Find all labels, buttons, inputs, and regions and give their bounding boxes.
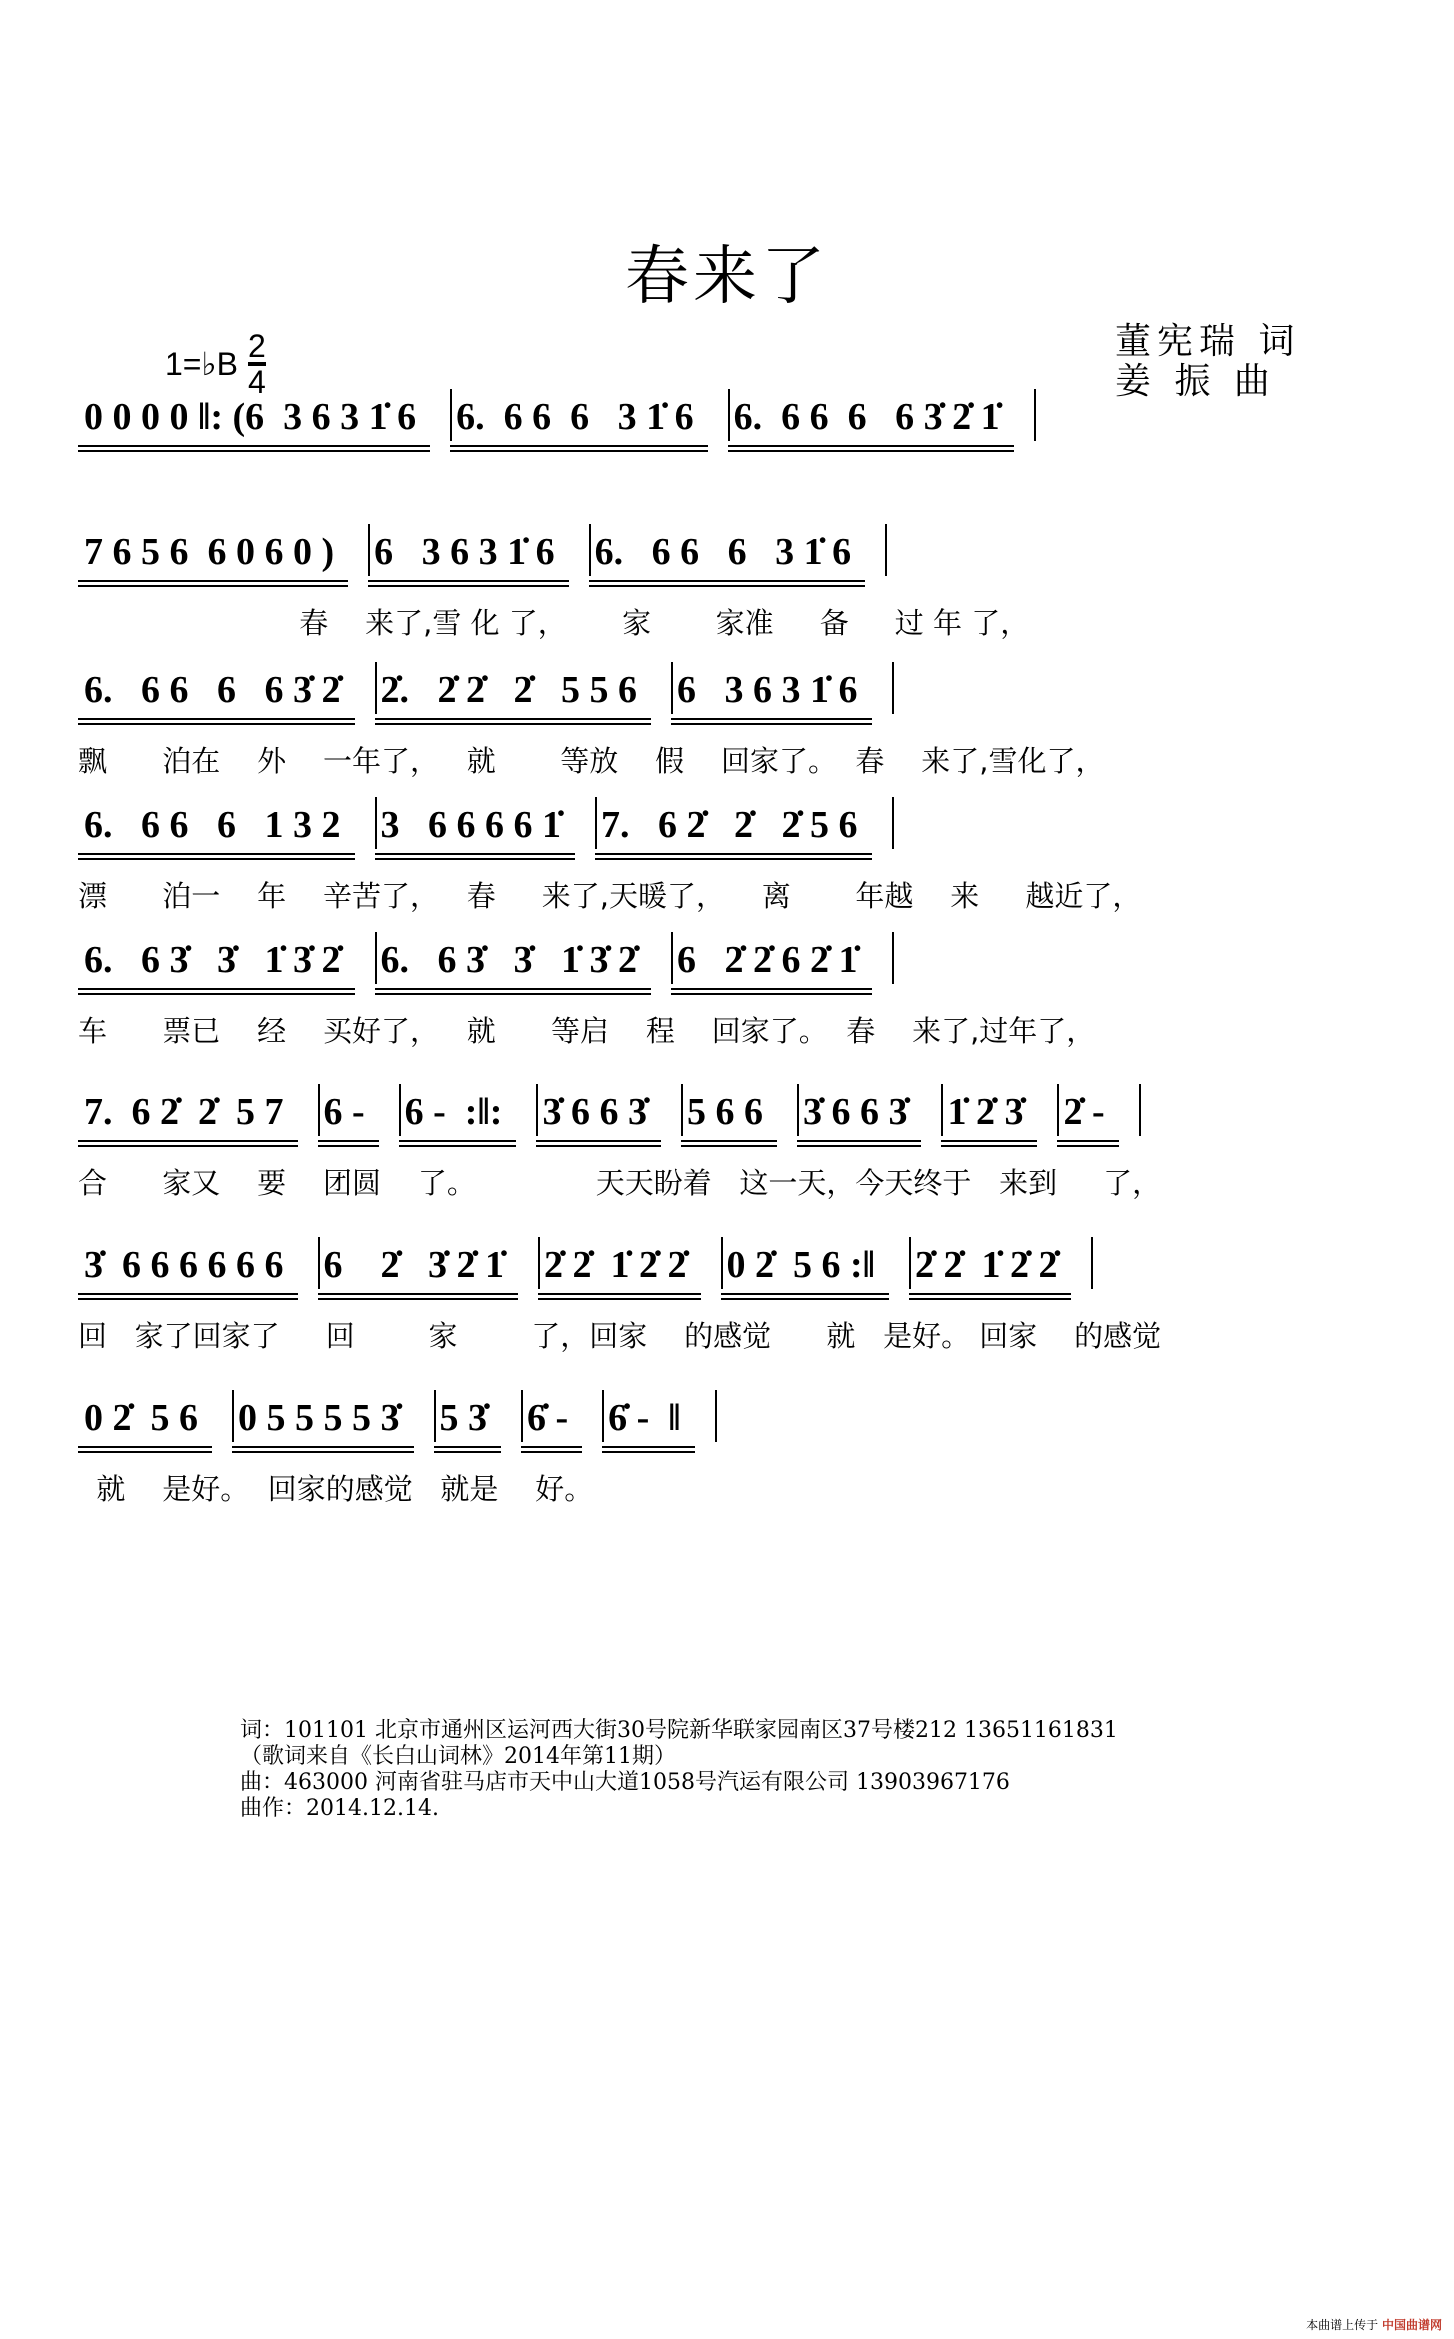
footer-line: 词：101101 北京市通州区运河西大街30号院新华联家园南区37号楼212 13651161831 [240,1718,1118,1743]
footer-line: 曲：463000 河南省驻马店市天中山大道1058号汽运有限公司 13903967176 [240,1770,1010,1795]
measure: 2̇ 2̇ 1̇ 2̇ 2̇ [909,1243,1072,1300]
footer-line: （歌词来自《长白山词林》2014年第11期） [240,1744,676,1769]
lyrics: 车 票已 经 买好了， 就 等启 程 回家了。 春 来了,过年了， [78,1014,1096,1048]
watermark-site: 中国曲谱网 [1381,2318,1442,2332]
time-bottom: 4 [248,364,266,400]
measure: 1̇ 2̇ 3̇ [941,1090,1037,1147]
watermark-prefix: 本曲谱上传于 [1306,2318,1379,2332]
key: 1=♭B [165,346,238,382]
key-signature [165,330,266,398]
lyrics: 漂 泊一 年 辛苦了， 春 来了,天暖了， 离 年越 来 越近了， [78,879,1142,913]
lyrics: 合 家又 要 团圆 了。 天天盼着 这一天，今天终于 来到 了， [78,1166,1162,1200]
measure: 2̇ 2̇ 1̇ 2̇ 2̇ [538,1243,701,1300]
score-line [78,530,1378,642]
measure: 7 6 5 6 6 0 6 0 ) [78,530,348,587]
measure: 3̇ 6 6 3̇ [797,1090,922,1147]
notation [78,1090,1378,1147]
lyricist: 董宪瑞 词 [1115,321,1301,362]
measure: 6 2̇ 2̇ 6 2̇ 1̇ [671,938,872,995]
measure: 6. 6 6 6 6 3̇ 2̇ 1̇ [728,395,1014,452]
measure: 6 - [318,1090,379,1147]
footer-line: 曲作：2014.12.14. [240,1796,439,1821]
score-line [78,1090,1378,1202]
composer: 姜 振 曲 [1115,361,1276,402]
measure: 6. 6 6 6 1 3 2 [78,803,355,860]
score-line [78,803,1378,915]
score-line [78,938,1378,1050]
measure: 6. 6 6 6 6 3̇ 2̇ [78,668,355,725]
notation [78,395,1378,452]
notation [78,668,1378,725]
measure: 3̇ 6 6 6 6 6 6 [78,1243,298,1300]
measure: 6. 6 6 6 3 1̇ 6 [589,530,866,587]
credits [1115,322,1300,402]
score-line [78,1243,1378,1355]
measure: 7. 6 2̇ 2̇ 2̇ 5 6 [595,803,872,860]
measure: 6. 6 3̇ 3̇ 1̇ 3̇ 2̇ [78,938,355,995]
watermark [1306,2316,1442,2333]
time-top: 2 [248,328,266,364]
measure: 6. 6 6 6 3 1̇ 6 [450,395,708,452]
measure: 3 6 6 6 6 1̇ [375,803,576,860]
lyrics: 就 是好。 回家的感觉 就是 好。 [78,1472,594,1506]
score-line [78,668,1378,780]
measure: 3̇ 6 6 3̇ [536,1090,661,1147]
measure: 0 2̇ 5 6 :‖ [721,1243,889,1300]
measure: 6̇ - ‖ [602,1396,694,1453]
notation [78,530,1378,587]
measure: 5 6 6 [681,1090,777,1147]
measure: 2̇ - [1057,1090,1118,1147]
measure: 6̇ - [521,1396,582,1453]
lyrics: 飘 泊在 外 一年了， 就 等放 假 回家了。 春 来了,雪化了， [78,744,1105,778]
notation [78,1396,1378,1453]
measure: 2̇. 2̇ 2̇ 2̇ 5 5 6 [375,668,652,725]
measure: 0 0 0 0 ‖: (6 3 6 3 1̇ 6 [78,395,430,452]
measure: 6 3 6 3 1̇ 6 [671,668,872,725]
time-signature [248,330,266,398]
measure: 6 3 6 3 1̇ 6 [368,530,569,587]
measure: 7. 6 2̇ 2̇ 5 7 [78,1090,298,1147]
score-line [78,1396,1378,1508]
measure: 0 2̇ 5 6 [78,1396,212,1453]
lyrics: 回 家了回家了 回 家 了，回家 的感觉 就 是好。 回家 的感觉 [78,1319,1162,1353]
measure: 6. 6 3̇ 3̇ 1̇ 3̇ 2̇ [375,938,652,995]
notation [78,1243,1378,1300]
lyrics: 春 来了,雪 化 了， 家 家准 备 过 年 了， [78,606,1030,640]
footer-info [240,1718,1118,1822]
notation [78,803,1378,860]
measure: 6 2̇ 3̇ 2̇ 1̇ [318,1243,519,1300]
song-title: 春来了 [625,240,829,314]
measure: 5 3̇ [434,1396,502,1453]
notation [78,938,1378,995]
score-line [78,395,1378,466]
measure: 0 5 5 5 5 3̇ [232,1396,414,1453]
measure: 6 - :‖: [399,1090,517,1147]
